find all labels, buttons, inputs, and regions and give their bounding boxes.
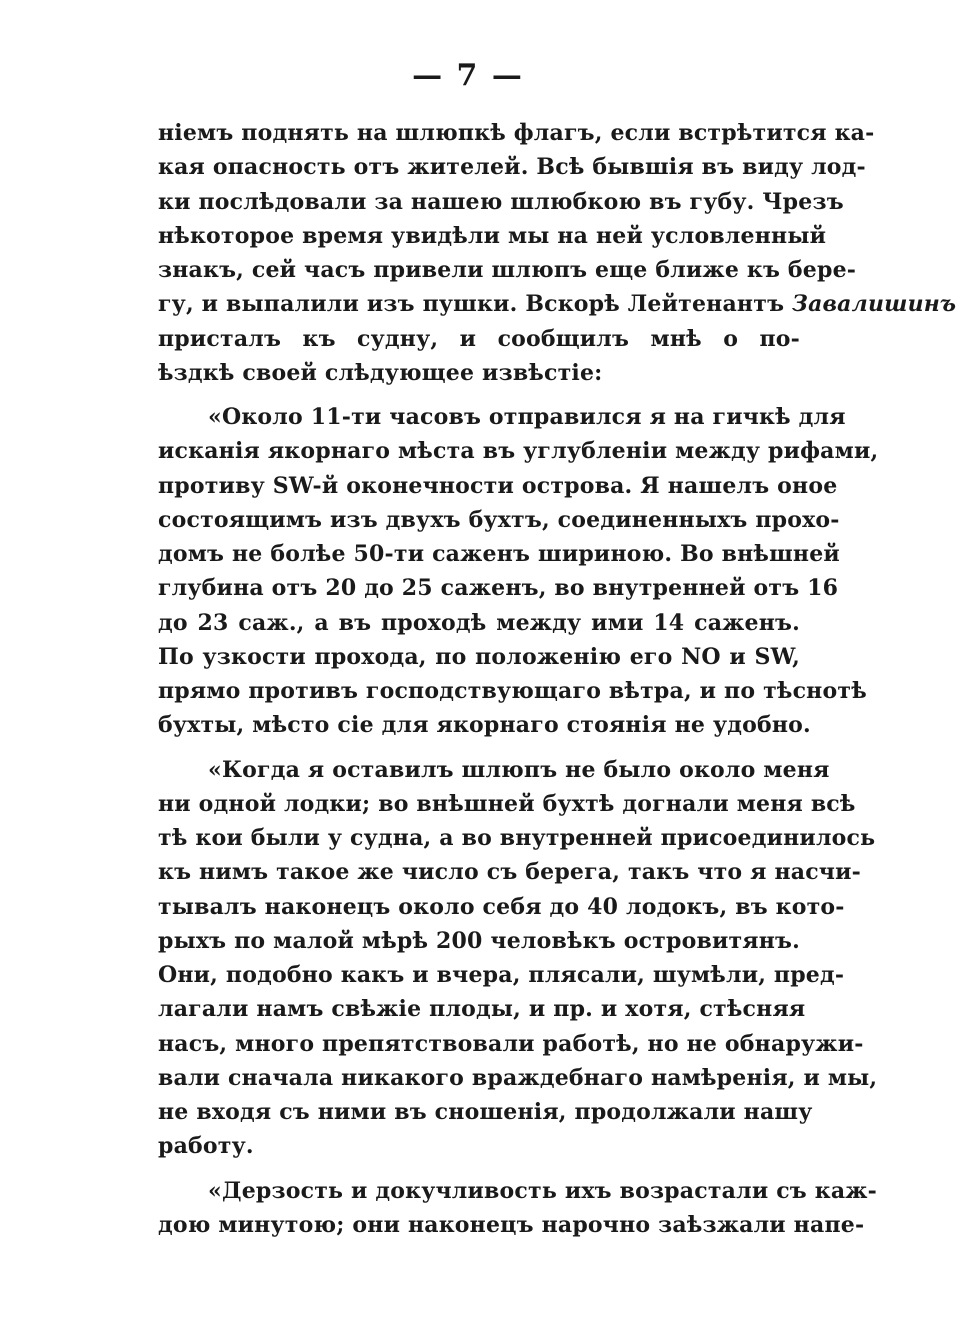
text-line [158, 287, 956, 321]
text-line: лагали намъ свѣжіе плоды, и пр. и хотя, стѣсняя [158, 996, 806, 1023]
text-line: глубина отъ 20 до 25 саженъ, во внутренней отъ 16 [158, 575, 839, 602]
text-line: вали сначала никакого враждебнаго намѣренія, и мы, [158, 1064, 878, 1091]
text-line: тѣ кои были у судна, а во внутренней присоединилось [158, 825, 876, 851]
text-line: нѣкоторое время увидѣли мы на ней условленный [158, 222, 827, 249]
page-number: — 7 — [412, 58, 524, 93]
text-line: насъ, много препятствовали работѣ, но не обнаружи- [158, 1030, 864, 1057]
name-zavalishin: Завалишинъ [792, 291, 956, 318]
text-line: ніемъ поднять на шлюпкѣ флагъ, если встрѣтится ка- [158, 120, 875, 146]
text-line: присталъ къ судну, и сообщилъ мнѣ о по- [158, 325, 800, 352]
body-text [158, 116, 956, 1242]
text-line: прямо противъ господствующаго вѣтра, и по тѣснотѣ [158, 678, 867, 704]
text-line: рыхъ по малой мѣрѣ 200 человѣкъ островитянъ. [158, 927, 800, 954]
text-line: не входя съ ними въ сношенія, продолжали нашу [158, 1099, 813, 1125]
text-line: кая опасность отъ жителей. Всѣ бывшія въ виду лод- [158, 154, 866, 181]
text-line: до 23 саж., а въ проходѣ между ими 14 саженъ. [158, 609, 800, 636]
text-line: Они, подобно какъ и вчера, плясали, шумѣли, пред- [158, 962, 845, 988]
text-line: ни одной лодки; во внѣшней бухтѣ догнали меня всѣ [158, 790, 856, 817]
text-line: исканія якорнаго мѣста въ углубленіи между рифами, [158, 438, 879, 465]
text-line: къ нимъ такое же число съ берега, такъ что я насчи- [158, 859, 861, 886]
text-line: дою минутою; они наконецъ нарочно заѣзжали напе- [158, 1211, 865, 1238]
text-line: ки послѣдовали за нашею шлюбкою въ губу. Чрезъ [158, 188, 844, 215]
text-line: состоящимъ изъ двухъ бухтъ, соединенныхъ прохо- [158, 506, 840, 533]
text-line: знакъ, сей часъ привели шлюпъ еще ближе къ бере- [158, 257, 857, 283]
text-line: «Около 11-ти часовъ отправился я на гичкѣ для [208, 404, 846, 430]
text-line: По узкости прохода, по положенію его NO и SW, [158, 643, 800, 670]
text-line: домъ не болѣе 50-ти саженъ шириною. Во внѣшней [158, 541, 840, 567]
text-line: «Когда я оставилъ шлюпъ не было около меня [208, 756, 830, 783]
text-line: ѣздкѣ своей слѣдующее извѣстіе: [158, 359, 603, 386]
text-line: работу. [158, 1133, 254, 1160]
text-line: «Дерзость и докучливость ихъ возрастали съ каж- [208, 1177, 878, 1204]
text-line-part: гу, и выпалили изъ пушки. Вскорѣ Лейтенантъ [158, 291, 785, 318]
text-line: бухты, мѣсто сіе для якорнаго стоянія не удобно. [158, 712, 811, 739]
text-line: тывалъ наконецъ около себя до 40 лодокъ, въ кото- [158, 893, 845, 920]
text-line: противу SW-й оконечности острова. Я нашелъ оное [158, 472, 838, 499]
